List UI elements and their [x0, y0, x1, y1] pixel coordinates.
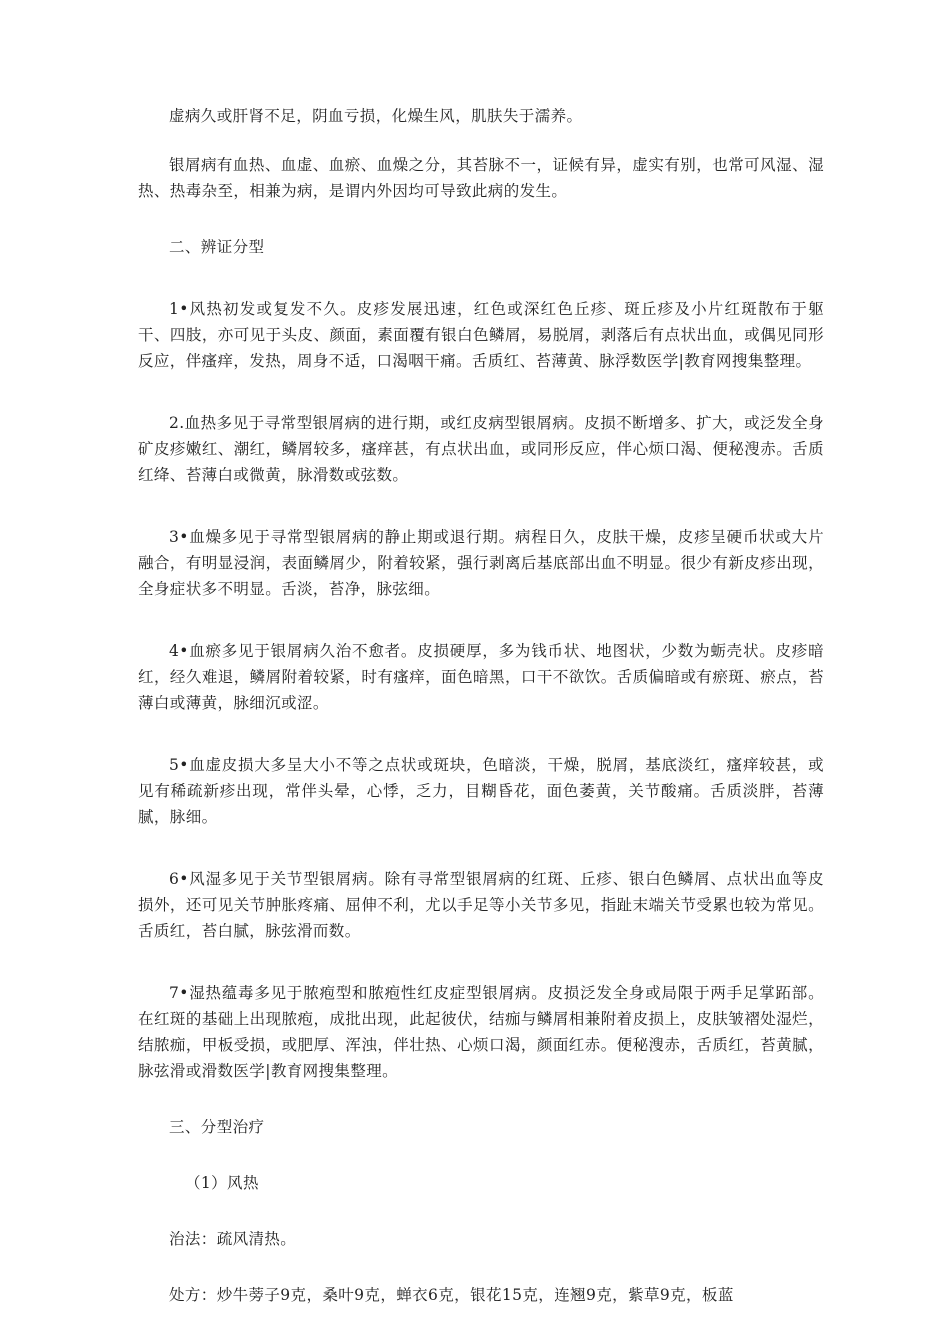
section-heading-treatment: 三、分型治疗: [169, 1118, 265, 1136]
paragraph-etiology-summary: 银屑病有血热、血虚、血瘀、血燥之分，其苔脉不一，证候有异，虚实有别，也常可风湿、湿热、热毒杂至，相兼为病，是谓内外因均可导致此病的发生。: [138, 156, 824, 200]
paragraph-type-damp-heat-toxin: 7•湿热蕴毒多见于脓疱型和脓疱性红皮症型银屑病。皮损泛发全身或局限于两手足掌跖部。在红斑的基础上出现脓疱，成批出现，此起彼伏，结痂与鳞屑相兼附着皮损上，皮肤皱褶处湿烂，结脓痂，甲板受损，或肥厚、浑浊，伴壮热、心烦口渴，颜面红赤。便秘溲赤，舌质红，苔黄腻，脉弦滑或滑数医学|教育网搜集整理。: [138, 984, 824, 1080]
subheading-wind-heat: （1）风热: [185, 1174, 259, 1192]
prescription: 处方：炒牛蒡子9克，桑叶9克，蝉衣6克，银花15克，连翘9克，紫草9克，板蓝: [169, 1286, 734, 1304]
paragraph-type-blood-dryness: 3•血燥多见于寻常型银屑病的静止期或退行期。病程日久，皮肤干燥，皮疹呈硬币状或大片融合，有明显浸润，表面鳞屑少，附着较紧，强行剥离后基底部出血不明显。很少有新皮疹出现，全身症状多不明显。舌淡，苔净，脉弦细。: [138, 528, 824, 598]
paragraph-etiology-end: 虚病久或肝肾不足，阴血亏损，化燥生风，肌肤失于濡养。: [169, 107, 583, 125]
paragraph-type-wind-damp: 6•风湿多见于关节型银屑病。除有寻常型银屑病的红斑、丘疹、银白色鳞屑、点状出血等皮损外，还可见关节肿胀疼痛、屈伸不利，尤以手足等小关节多见，指趾末端关节受累也较为常见。舌质红，苔白腻，脉弦滑而数。: [138, 870, 824, 940]
document-page: [138, 103, 824, 1308]
section-heading-syndrome-types: 二、辨证分型: [169, 238, 265, 256]
paragraph-type-wind-heat: 1•风热初发或复发不久。皮疹发展迅速，红色或深红色丘疹、斑丘疹及小片红斑散布于躯干、四肢，亦可见于头皮、颜面，素面覆有银白色鳞屑，易脱屑，剥落后有点状出血，或偶见同形反应，伴瘙痒，发热，周身不适，口渴咽干痛。舌质红、苔薄黄、脉浮数医学|教育网搜集整理。: [138, 300, 824, 370]
paragraph-type-blood-stasis: 4•血瘀多见于银屑病久治不愈者。皮损硬厚，多为钱币状、地图状，少数为蛎壳状。皮疹暗红，经久难退，鳞屑附着较紧，时有瘙痒，面色暗黑，口干不欲饮。舌质偏暗或有瘀斑、瘀点，苔薄白或薄黄，脉细沉或涩。: [138, 642, 824, 712]
paragraph-type-blood-heat: 2.血热多见于寻常型银屑病的进行期，或红皮病型银屑病。皮损不断增多、扩大，或泛发全身矿皮疹嫩红、潮红，鳞屑较多，瘙痒甚，有点状出血，或同形反应，伴心烦口渴、便秘溲赤。舌质红绛、苔薄白或微黄，脉滑数或弦数。: [138, 414, 824, 484]
paragraph-type-blood-deficiency: 5•血虚皮损大多呈大小不等之点状或斑块，色暗淡，干燥，脱屑，基底淡红，瘙痒较甚，或见有稀疏新疹出现，常伴头晕，心悸，乏力，目糊昏花，面色萎黄，关节酸痛。舌质淡胖，苔薄腻，脉细。: [138, 756, 824, 826]
treatment-method: 治法：疏风清热。: [169, 1230, 297, 1248]
